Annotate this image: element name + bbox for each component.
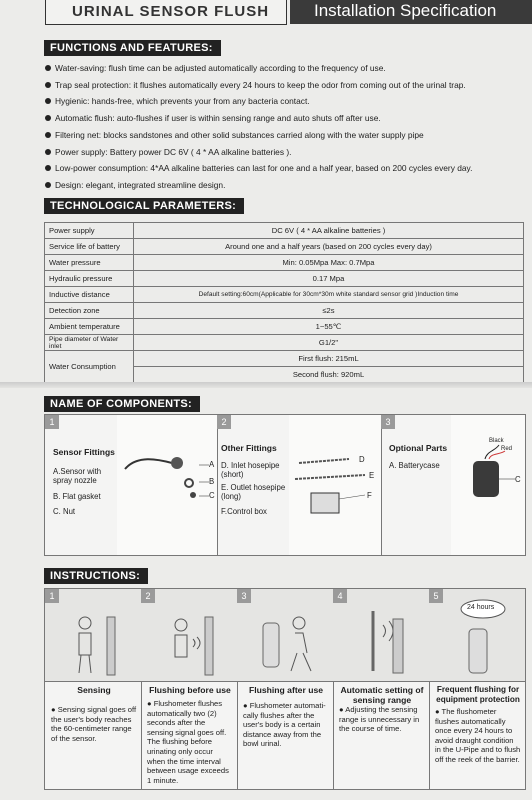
marker-label: A xyxy=(209,460,215,469)
components-heading: NAME OF COMPONENTS: xyxy=(44,396,200,412)
step-text: ● Flushometer flushes automatically two (2) seconds after the sensing signal goes off. The flushing before urinating only occur when the time interval between usage exceeds 1 minute. xyxy=(147,699,229,785)
param-value: 0.17 Mpa xyxy=(134,271,524,287)
instructions-heading: INSTRUCTIONS: xyxy=(44,568,148,584)
timer-flush-icon xyxy=(429,589,525,681)
step-title: Flushing after use xyxy=(248,685,323,695)
feature-item: Water-saving: flush time can be adjusted automatically according to the frequency of use. xyxy=(44,60,524,77)
param-key: Power supply xyxy=(45,223,134,239)
components-panel xyxy=(44,414,526,556)
param-value: Min: 0.05Mpa Max: 0.7Mpa xyxy=(134,255,524,271)
hosepipe-illustration-icon xyxy=(289,415,381,555)
person-at-urinal-icon xyxy=(45,589,141,681)
param-value: G1/2" xyxy=(134,335,524,351)
marker-label: D xyxy=(359,455,365,464)
component-item: A. Batterycase xyxy=(389,461,440,470)
step-illustration xyxy=(333,589,429,682)
timer-badge: 24 hours xyxy=(467,604,495,611)
feature-item: Low-power consumption: 4*AA alkaline batteries can last for one and a half year, based on 200 cycles every day. xyxy=(44,160,524,177)
battery-case-icon xyxy=(451,415,525,555)
step-text: ● Flushometer automati-cally flushes after the user's body is a certain distance away from the bowl urinal. xyxy=(243,701,326,749)
product-title: URINAL SENSOR FLUSH xyxy=(72,3,270,20)
table-row xyxy=(45,223,524,239)
group-title: Other Fittings xyxy=(221,443,277,453)
table-row xyxy=(45,351,524,367)
param-key: Detection zone xyxy=(45,303,134,319)
param-key: Hydraulic pressure xyxy=(45,271,134,287)
step-title: Automatic setting of sensing range xyxy=(340,685,424,705)
marker-label: C xyxy=(515,475,521,484)
component-item: E. Outlet hosepipe (long) xyxy=(221,483,286,501)
component-item: A.Sensor with spray nozzle xyxy=(53,467,102,485)
table-row xyxy=(45,287,524,303)
table-row xyxy=(45,303,524,319)
group-number: 3 xyxy=(381,415,395,429)
table-row xyxy=(45,335,524,351)
person-walking-away-icon xyxy=(237,589,333,681)
marker-label: F xyxy=(367,491,372,500)
param-value: First flush: 215mL xyxy=(134,351,524,367)
instruction-step-3 xyxy=(237,589,334,789)
range-adjust-icon xyxy=(333,589,429,681)
step-title: Sensing xyxy=(77,685,111,695)
param-key: Inductive distance xyxy=(45,287,134,303)
doc-title-box xyxy=(290,0,532,24)
component-item: C. Nut xyxy=(53,507,76,516)
header xyxy=(0,0,532,26)
feature-item: Trap seal protection: it flushes automatically every 24 hours to keep the odor from coming out of the urinal trap. xyxy=(44,77,524,94)
table-row xyxy=(45,319,524,335)
instructions-panel xyxy=(44,588,526,790)
feature-item: Filtering net: blocks sandstones and other solid substances carried along with the water supply pipe xyxy=(44,127,524,144)
step-number: 4 xyxy=(333,589,347,603)
group-title: Optional Parts xyxy=(389,443,448,453)
marker-label: B xyxy=(209,477,215,486)
sensor-illustration-icon xyxy=(117,415,217,555)
sensor-signal-icon xyxy=(141,589,237,681)
step-title: Flushing before use xyxy=(149,685,231,695)
marker-label: C xyxy=(209,491,215,500)
params-heading: TECHNOLOGICAL PARAMETERS: xyxy=(44,198,244,214)
wire-label: Black xyxy=(489,438,504,444)
step-text: ● The flushometer flushes automatically once every 24 hours to avoid draught condition in the U-Pipe and to flush off the reek of the barrier. xyxy=(435,707,521,764)
component-group-2 xyxy=(217,415,290,555)
step-text: ● Sensing signal goes off the user's body reaches the 60-centimeter range of the sensor. xyxy=(51,705,137,743)
param-key: Pipe diameter of Water inlet xyxy=(45,335,134,351)
param-value: DC 6V ( 4 * AA alkaline batteries ) xyxy=(134,223,524,239)
component-item: B. Flat gasket xyxy=(53,492,101,501)
feature-item: Hygienic: hands-free, which prevents your from any bacteria contact. xyxy=(44,93,524,110)
product-title-box xyxy=(45,0,287,25)
param-value: Around one and a half years (based on 200 cycles every day) xyxy=(134,239,524,255)
component-item: F.Control box xyxy=(221,507,267,516)
instruction-step-2 xyxy=(141,589,238,789)
component-illustration-2 xyxy=(289,415,382,555)
param-value: 1~55℃ xyxy=(134,319,524,335)
param-key: Water Consumption xyxy=(45,351,134,383)
component-illustration-1 xyxy=(117,415,218,555)
step-text: ● Adjusting the sensing range is unnecessary in the course of time. xyxy=(339,705,420,734)
instruction-step-4 xyxy=(333,589,430,789)
feature-item: Power supply: Battery power DC 6V ( 4 * AA alkaline batteries ). xyxy=(44,144,524,161)
group-number: 1 xyxy=(45,415,59,429)
param-key: Water pressure xyxy=(45,255,134,271)
step-title: Frequent flushing for equipment protection xyxy=(436,685,520,704)
step-illustration xyxy=(141,589,237,682)
feature-item: Automatic flush: auto-flushes if user is within sensing range and auto shuts off after use. xyxy=(44,110,524,127)
param-value: Second flush: 920mL xyxy=(134,367,524,383)
feature-item: Design: elegant, integrated streamline design. xyxy=(44,177,524,194)
page-fold xyxy=(0,382,532,388)
step-illustration xyxy=(429,589,525,682)
component-illustration-3 xyxy=(451,415,525,555)
param-key: Ambient temperature xyxy=(45,319,134,335)
features-list xyxy=(44,60,524,194)
table-row xyxy=(45,255,524,271)
step-number: 1 xyxy=(45,589,59,603)
group-number: 2 xyxy=(217,415,231,429)
params-table xyxy=(44,222,524,383)
wire-label: Red xyxy=(501,446,513,452)
param-value: ≤2s xyxy=(134,303,524,319)
table-row xyxy=(45,239,524,255)
instruction-step-1 xyxy=(45,589,142,789)
step-number: 5 xyxy=(429,589,443,603)
group-title: Sensor Fittings xyxy=(53,447,115,457)
component-item: D. Inlet hosepipe (short) xyxy=(221,461,280,479)
instruction-step-5 xyxy=(429,589,525,789)
doc-title: Installation Specification xyxy=(314,1,497,20)
step-number: 3 xyxy=(237,589,251,603)
step-number: 2 xyxy=(141,589,155,603)
features-heading: FUNCTIONS AND FEATURES: xyxy=(44,40,221,56)
marker-label: E xyxy=(369,471,375,480)
step-illustration xyxy=(237,589,333,682)
param-value: Default setting:60cm(Applicable for 30cm*30m white standard sensor grid )Induction time xyxy=(134,287,524,303)
step-illustration xyxy=(45,589,141,682)
component-group-1 xyxy=(45,415,118,555)
param-key: Service life of battery xyxy=(45,239,134,255)
table-row xyxy=(45,271,524,287)
component-group-3 xyxy=(381,415,452,555)
